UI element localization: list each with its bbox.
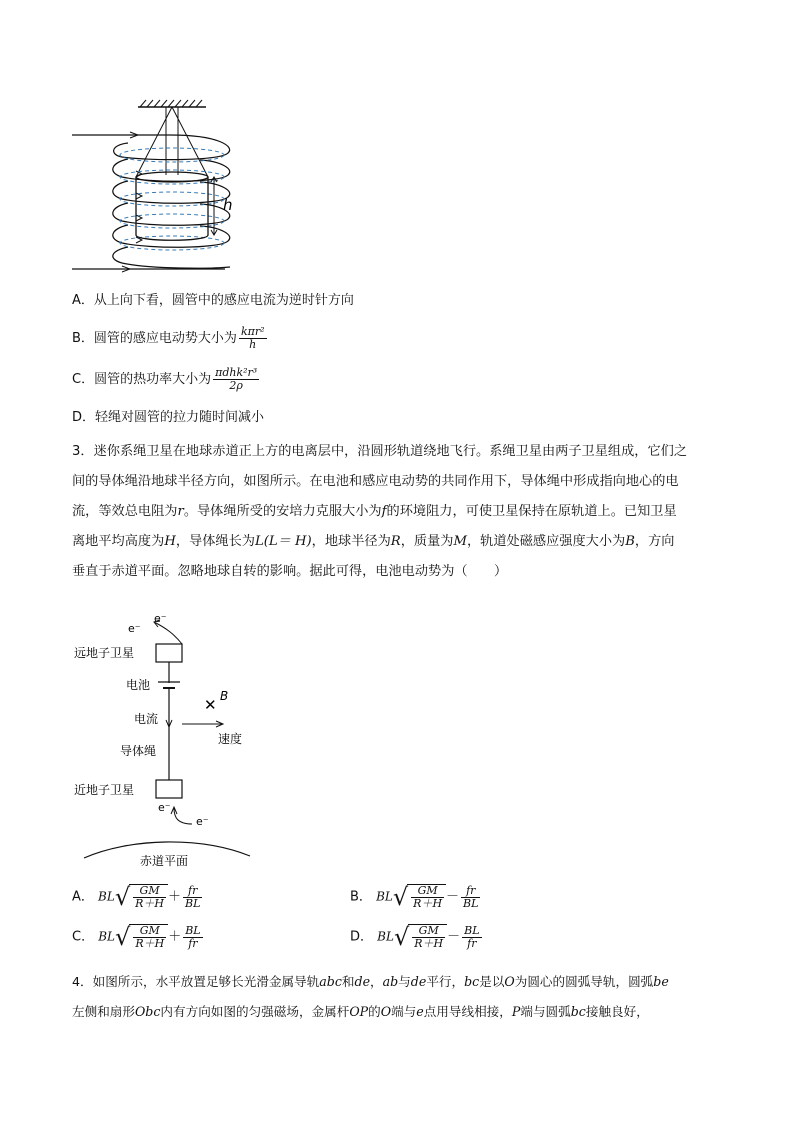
option-letter: D． [72, 410, 96, 425]
q3-line-1: 3．迷你系绳卫星在地球赤道正上方的电离层中，沿圆形轨道绕地飞行。系绳卫星由两子卫星组成，它们之 [72, 444, 688, 459]
electron-label: e⁻ [128, 622, 141, 635]
figure-coil-tube [60, 95, 250, 285]
electron-label: e⁻ [158, 801, 171, 814]
q2-option-a[interactable] [72, 292, 354, 310]
option-letter: B． [72, 331, 94, 346]
cross-icon: ✕ [204, 696, 217, 714]
q2-option-d[interactable] [72, 409, 264, 427]
q3-line-5: 垂直于赤道平面。忽略地球自转的影响。据此可得，电池电动势为（ ） [72, 564, 508, 579]
near-satellite-box [156, 780, 182, 798]
option-text: 从上向下看，圆管中的感应电流为逆时针方向 [93, 293, 354, 308]
q3-line-2: 间的导体绳沿地球半径方向，如图所示。在电池和感应电动势的共同作用下，导体绳中形成指向地心的电 [72, 474, 679, 489]
battery-label: 电池 [126, 678, 151, 692]
electron-label: e⁻ [154, 612, 167, 625]
far-satellite-label: 远地子卫星 [74, 646, 135, 660]
q3-option-c[interactable]: C． BL√ $\frac{GM}{R+H}$ ＋ $\frac{BL}{fr}$ [72, 923, 201, 951]
q4-line-2: 左侧和扇形Obc内有方向如图的匀强磁场，金属杆OP的O端与e点用导线相接，P端与圆弧bc接触良好， [72, 1004, 649, 1019]
q3-option-a[interactable]: A． BL√ $\frac{GM}{R+H}$ ＋ $\frac{fr}{BL}$ [72, 883, 201, 911]
q4-line-1: 4．如图所示，水平放置足够长光滑金属导轨abc和de，ab与de平行，bc是以O为圆心的圆弧导轨，圆弧be [72, 974, 669, 989]
field-B-label: B [220, 689, 229, 703]
wire-label: 导体绳 [120, 744, 157, 758]
option-text: 圆管的热功率大小为 [94, 372, 212, 387]
fraction: $\frac{\text{kπr²}}{h}$ [240, 325, 265, 351]
q3-line-4: 离地平均高度为H，导体绳长为L(L＝ H)，地球半径为R，质量为M，轨道处磁感应强度大小为B，方向 [72, 534, 675, 549]
question-4-stem [72, 967, 724, 1027]
option-text: 轻绳对圆管的拉力随时间减小 [95, 410, 265, 425]
q2-option-c[interactable] [72, 367, 259, 392]
figure-tether-satellite [70, 610, 270, 870]
option-letter: C． [72, 372, 95, 387]
option-letter: A． [72, 293, 94, 308]
label-h: h [223, 196, 233, 214]
option-text: 圆管的感应电动势大小为 [93, 331, 237, 346]
q3-option-b[interactable]: B． BL√ $\frac{GM}{R+H}$ － $\frac{fr}{BL}$ [350, 883, 479, 911]
velocity-label: 速度 [218, 732, 243, 746]
q3-option-d[interactable]: D． BL√ $\frac{GM}{R+H}$ － $\frac{BL}{fr}$ [350, 923, 480, 951]
fraction: $\frac{\text{πdhk²r³}}{2\rho}$ [215, 366, 258, 392]
equator-label: 赤道平面 [140, 854, 189, 868]
far-satellite-box [156, 644, 182, 662]
q2-option-b[interactable] [72, 326, 267, 351]
electron-label: e⁻ [196, 815, 209, 828]
near-satellite-label: 近地子卫星 [74, 783, 135, 797]
q3-line-3: 流，等效总电阻为r。导体绳所受的安培力克服大小为f的环境阻力，可使卫星保持在原轨道上。已知卫星 [72, 504, 677, 519]
current-label: 电流 [134, 712, 159, 726]
question-3-stem [72, 437, 724, 587]
